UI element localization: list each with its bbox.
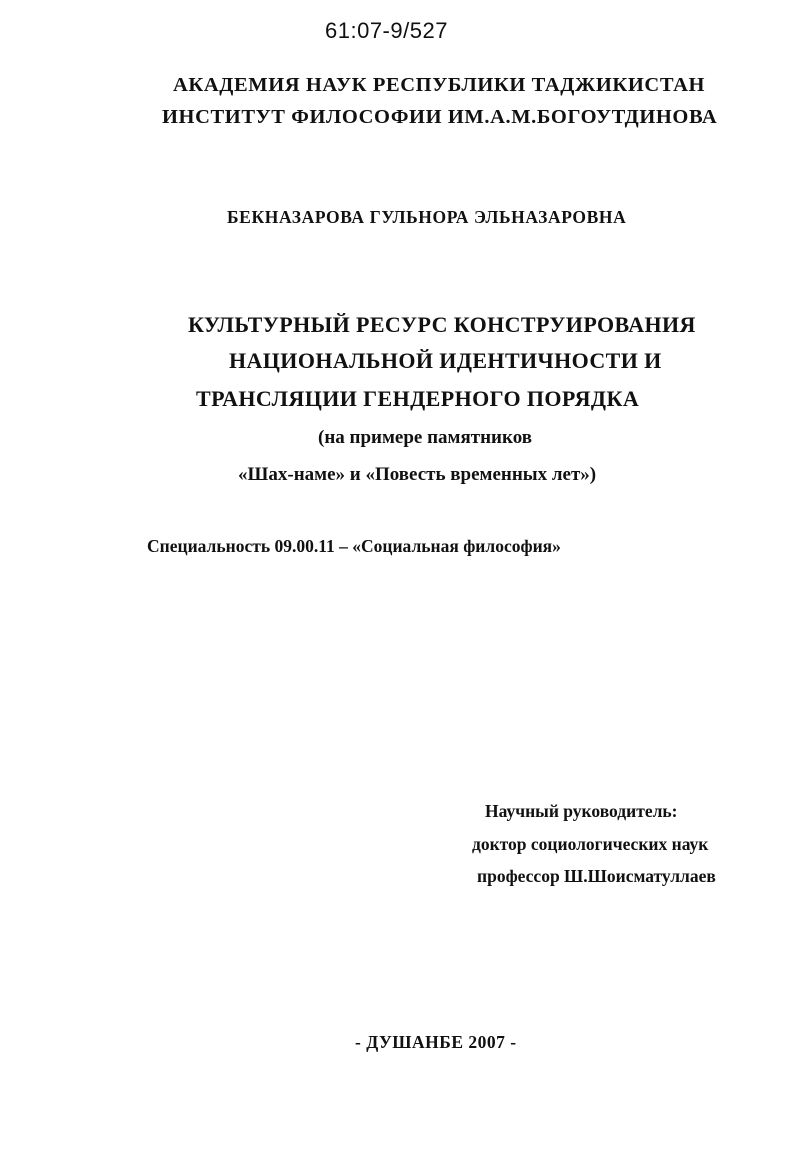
thesis-subtitle-line-2: «Шах-наме» и «Повесть временных лет») bbox=[238, 464, 597, 485]
author-name: БЕКНАЗАРОВА ГУЛЬНОРА ЭЛЬНАЗАРОВНА bbox=[227, 207, 627, 227]
thesis-title-line-1: КУЛЬТУРНЫЙ РЕСУРС КОНСТРУИРОВАНИЯ bbox=[188, 312, 696, 337]
supervisor-label: Научный руководитель: bbox=[485, 801, 678, 821]
city-year: - ДУШАНБЕ 2007 - bbox=[355, 1032, 517, 1052]
supervisor-degree: доктор социологических наук bbox=[472, 834, 709, 854]
thesis-subtitle-line-1: (на примере памятников bbox=[318, 427, 532, 448]
organization-institute: ИНСТИТУТ ФИЛОСОФИИ ИМ.А.М.БОГОУТДИНОВА bbox=[162, 106, 718, 128]
catalog-code: 61:07-9/527 bbox=[325, 18, 448, 43]
thesis-title-line-2: НАЦИОНАЛЬНОЙ ИДЕНТИЧНОСТИ И bbox=[229, 348, 662, 373]
thesis-title-line-3: ТРАНСЛЯЦИИ ГЕНДЕРНОГО ПОРЯДКА bbox=[196, 386, 640, 411]
organization-academy: АКАДЕМИЯ НАУК РЕСПУБЛИКИ ТАДЖИКИСТАН bbox=[173, 74, 706, 96]
specialty: Специальность 09.00.11 – «Социальная философия» bbox=[147, 536, 561, 556]
supervisor-name: профессор Ш.Шоисматуллаев bbox=[477, 866, 716, 886]
